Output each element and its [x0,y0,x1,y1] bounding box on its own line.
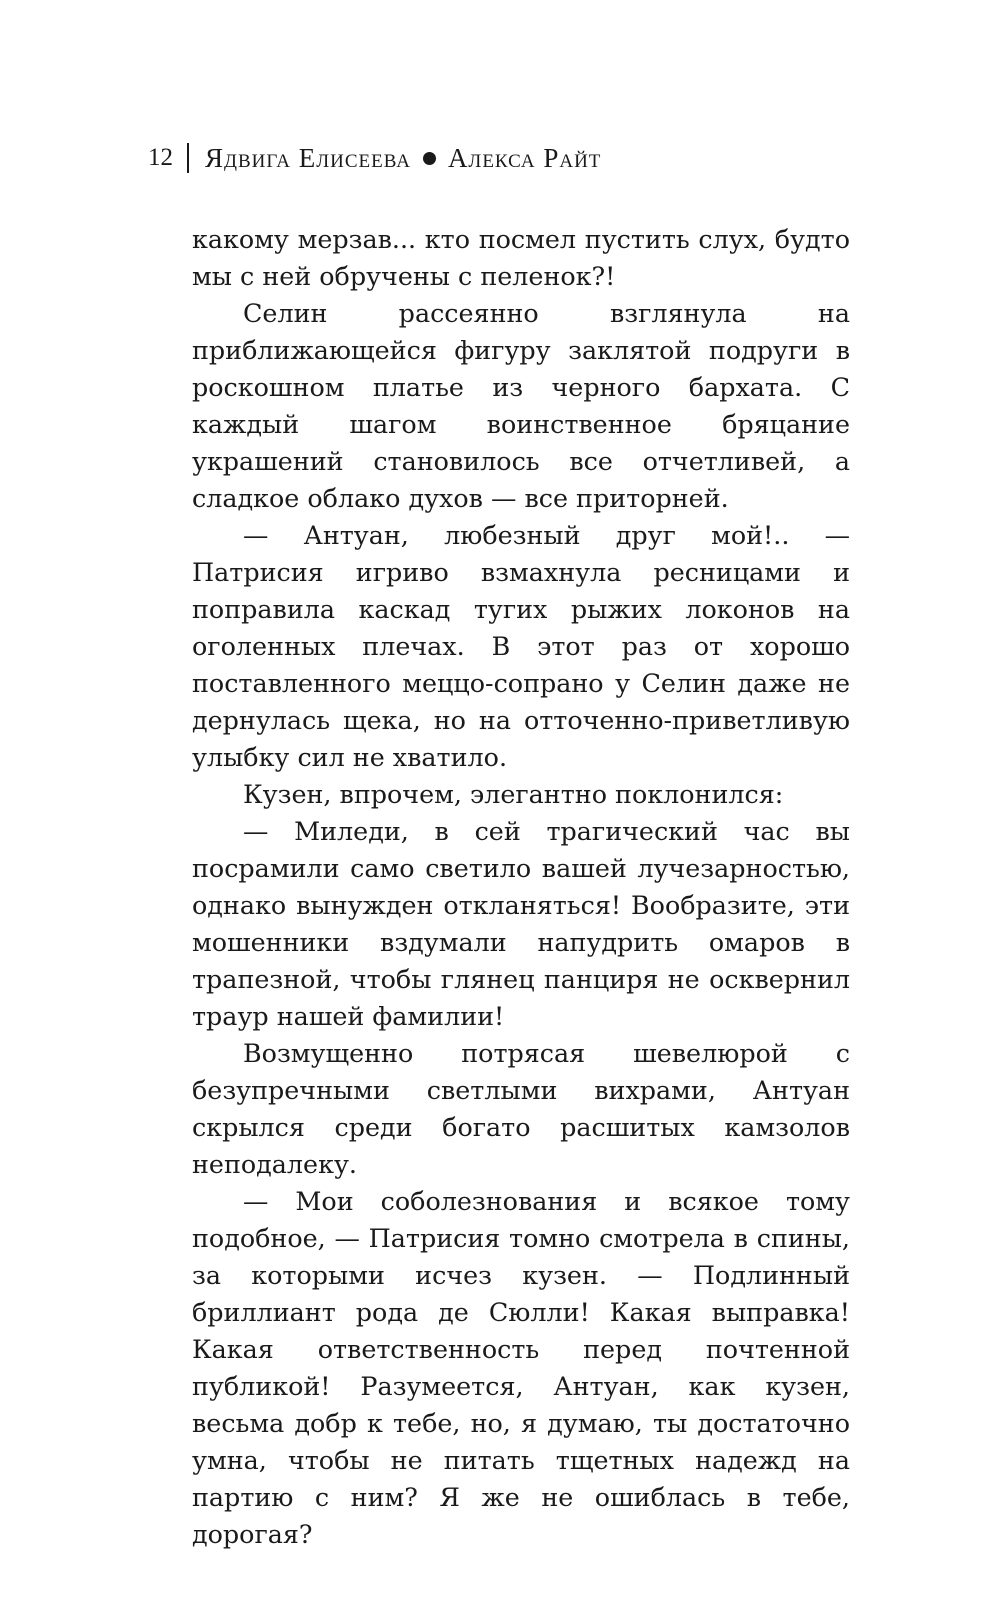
bullet-separator-icon [423,152,436,165]
body-text [192,221,850,1553]
paragraph-4: Кузен, впрочем, элегантно поклонился: [243,779,784,809]
author-name-2: Алекса Райт [447,142,602,173]
paragraph-3: — Антуан, любезный друг мой!.. — Патрисия игриво взмахнула ресницами и поправила каскад тугих рыжих локонов на оголенных плечах. В этот раз от хорошо поставленного меццо-сопрано у Селин даже не дернулась щека, но на отточенно-приветливую улыбку сил не хватило. [192,520,850,772]
author-name-1: Ядвига Елисеева [205,142,411,173]
header-divider [187,143,189,173]
paragraph-5: — Миледи, в сей трагический час вы посрамили само светило вашей лучезарностью, однако вынужден откланяться! Вообразите, эти мошенники вздумали напудрить омаров в трапезной, чтобы глянец панциря не осквернил траур нашей фамилии! [192,816,850,1031]
page-number: 12 [148,144,173,171]
paragraph-7: — Мои соболезнования и всякое тому подобное, — Патрисия томно смотрела в спины, за которыми исчез кузен. — Подлинный бриллиант рода де Сюлли! Какая выправка! Какая ответственность перед почтенной публикой! Разумеется, Антуан, как кузен, весьма добр к тебе, но, я думаю, ты достаточно умна, чтобы не питать тщетных надежд на партию с ним? Я же не ошиблась в тебе, дорогая? [192,1186,850,1549]
paragraph-1: какому мерзав... кто посмел пустить слух, будто мы с ней обручены с пеленок?! [192,224,850,291]
paragraph-6: Возмущенно потрясая шевелюрой с безупречными светлыми вихрами, Антуан скрылся среди богато расшитых камзолов неподалеку. [192,1038,850,1179]
running-head [148,138,601,178]
paragraph-2: Селин рассеянно взглянула на приближающейся фигуру заклятой подруги в роскошном платье из черного бархата. С каждый шагом воинственное бряцание украшений становилось все отчетливей, а сладкое облако духов — все приторней. [192,298,850,513]
